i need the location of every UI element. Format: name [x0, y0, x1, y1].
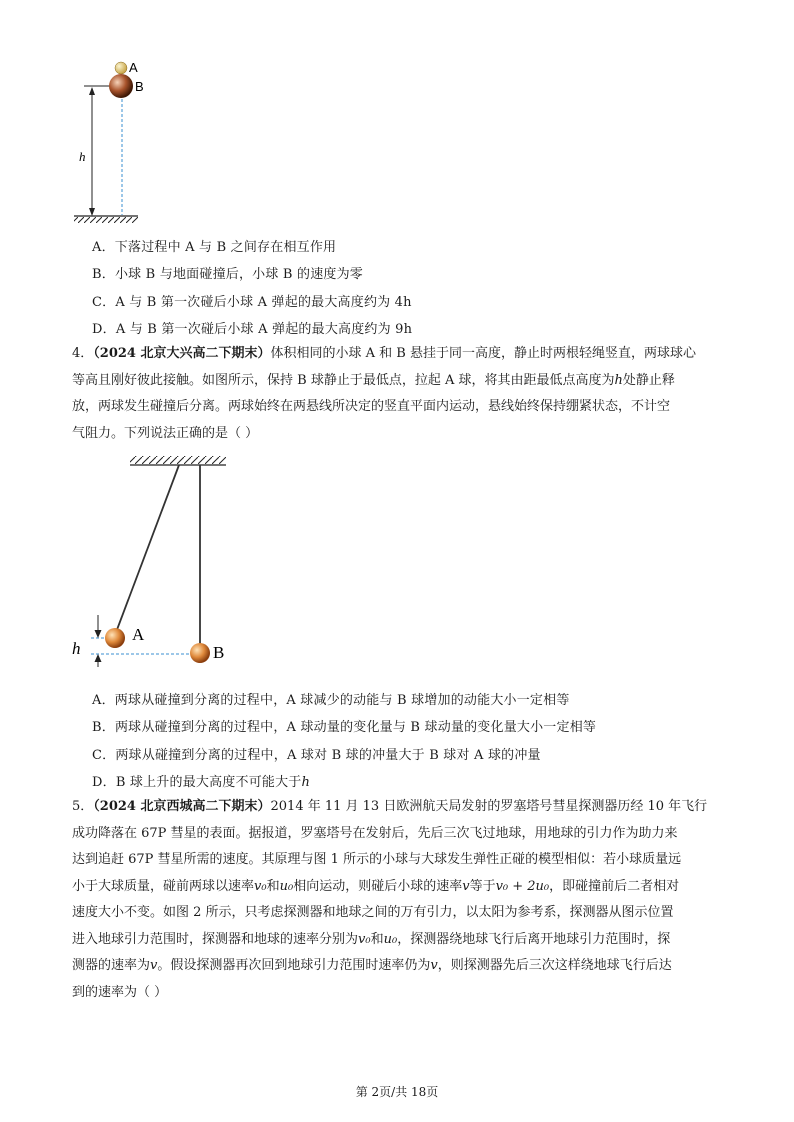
q4-option-d-var: h [301, 775, 311, 790]
q5-line-6a: 进入地球引力范围时，探测器和地球的速率分别为 [72, 931, 359, 947]
var-u0: u₀ [279, 878, 294, 894]
var-u0-2: u₀ [383, 931, 398, 947]
q4-number: 4． [72, 346, 94, 361]
q4-option-b: B．两球从碰撞到分离的过程中，A 球动量的变化量与 B 球动量的变化量大小一定相等 [92, 720, 597, 735]
q5-line-8: 到的速率为（ ） [72, 984, 168, 1000]
q5-line-7c: ，则探测器先后三次这样绕地球飞行后达 [437, 958, 672, 973]
q5-source: （2024 北京西城高二下期末） [93, 799, 271, 814]
q4-option-d-text: D．B 球上升的最大高度不可能大于 [92, 775, 302, 790]
q5-line-4b: 和 [266, 878, 280, 894]
q5-line-4e: ，即碰撞前后二者相对 [549, 878, 680, 894]
var-v-2: v [150, 958, 158, 973]
var-v: v [462, 878, 470, 894]
var-v0-2: v₀ [358, 931, 371, 947]
pendulum-label-h: h [72, 639, 81, 658]
q5-line-4d: 等于 [469, 878, 496, 894]
q5-line-6b: 和 [370, 931, 384, 947]
pendulum-ball-b [190, 643, 210, 663]
q4-stem-line-1: 体积相同的小球 A 和 B 悬挂于同一高度，静止时两根轻绳竖直，两球球心 [270, 346, 696, 361]
pendulum-ball-a [105, 628, 125, 648]
q5-line-6c: ，探测器绕地球飞行后离开地球引力范围时，探 [397, 931, 671, 947]
q5-line-1: 2014 年 11 月 13 日欧洲航天局发射的罗塞塔号彗星探测器历经 10 年飞行 [270, 799, 708, 814]
label-a: A [129, 60, 138, 75]
q3-option-a: A．下落过程中 A 与 B 之间存在相互作用 [92, 240, 337, 255]
q4-stem-line-3: 放，两球发生碰撞后分离。两球始终在两悬线所决定的竖直平面内运动，悬线始终保持绷紧状态，不计空 [72, 399, 671, 414]
q4-stem-line-2: 等高且刚好彼此接触。如图所示，保持 B 球静止于最低点，拉起 A 球，将其由距最低点高度为 [72, 372, 615, 388]
figure-pendulum [65, 450, 245, 670]
q5-line-6 [72, 927, 722, 954]
label-h: h [79, 149, 86, 164]
var-v0: v₀ [254, 878, 267, 894]
q4-source: （2024 北京大兴高二下期末） [93, 346, 271, 361]
pendulum-label-b: B [213, 643, 225, 662]
expr-v0-2u0: v₀ + 2u₀ [495, 878, 550, 894]
page-footer: 第 2页/共 18页 [355, 1085, 439, 1099]
q5-line-5: 速度大小不变。如图 2 所示，只考虑探测器和地球之间的万有引力，以太阳为参考系，探测器从图示位置 [72, 905, 674, 920]
q5-line-4a: 小于大球质量，碰前两球以速率 [72, 878, 255, 894]
q4-option-d [92, 771, 310, 790]
ball-b [109, 74, 133, 98]
q5-line-4c: 相向运动，则碰后小球的速率 [293, 878, 463, 894]
q3-option-d: D．A 与 B 第一次碰后小球 A 弹起的最大高度约为 9h [92, 322, 413, 337]
q4-stem-line-2-tail: 处静止释 [622, 372, 675, 388]
q4-option-a: A．两球从碰撞到分离的过程中，A 球减少的动能与 B 球增加的动能大小一定相等 [92, 693, 570, 708]
q5-line-3: 达到追赶 67P 彗星所需的速度。其原理与图 1 所示的小球与大球发生弹性正碰的模型相似：若小球质量远 [72, 852, 682, 867]
ball-a [115, 62, 127, 74]
q5-line-7 [72, 953, 722, 980]
q5-line-2: 成功降落在 67P 彗星的表面。据报道，罗塞塔号在发射后，先后三次飞过地球，用地球的引力作为助力来 [72, 825, 678, 841]
q4-stem [72, 341, 722, 447]
pendulum-label-a: A [132, 625, 145, 644]
q5-line-4 [72, 874, 722, 901]
label-b: B [135, 79, 144, 94]
q5-line-7a: 测器的速率为 [72, 958, 151, 973]
q5-number: 5． [72, 799, 94, 814]
var-v-3: v [430, 958, 438, 973]
q5-stem [72, 794, 722, 1006]
q3-option-c: C．A 与 B 第一次碰后小球 A 弹起的最大高度约为 4h [92, 295, 412, 310]
q4-option-c: C．两球从碰撞到分离的过程中，A 球对 B 球的冲量大于 B 球对 A 球的冲量 [92, 748, 541, 763]
q4-stem-line-4: 气阻力。下列说法正确的是（ ） [72, 425, 259, 441]
q3-option-b: B．小球 B 与地面碰撞后，小球 B 的速度为零 [92, 267, 363, 282]
q4-var-h: h [614, 372, 623, 388]
figure-drop-balls [60, 55, 170, 230]
q5-line-7b: 。假设探测器再次回到地球引力范围时速率仍为 [157, 958, 431, 973]
